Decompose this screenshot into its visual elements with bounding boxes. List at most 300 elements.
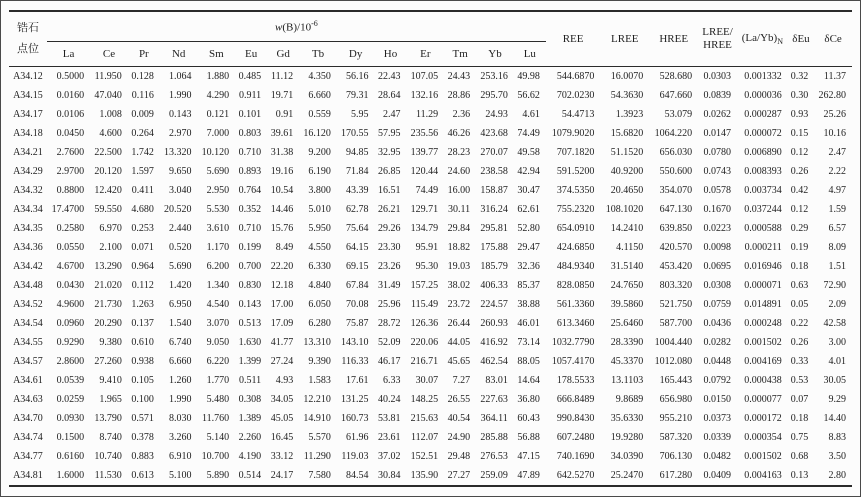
value-cell: 71.84 [345,166,369,177]
value-cell: 47.15 [517,451,540,462]
value-cell: 5.100 [168,470,192,481]
value-cell: 40.24 [378,394,401,405]
table-row [9,276,852,295]
value-cell: 0.26 [790,337,809,348]
value-cell: 16.45 [270,432,294,443]
value-cell: 0.000438 [744,375,782,386]
value-cell: 639.850 [659,223,693,234]
value-cell: 5.140 [206,432,230,443]
value-cell: 94.85 [345,147,369,158]
value-cell: 30.47 [517,185,540,196]
value-cell: 10.16 [823,128,846,139]
value-cell: 158.87 [480,185,508,196]
value-cell: 6.910 [168,451,192,462]
value-cell: 0.001502 [744,337,782,348]
value-cell: 11.37 [823,71,846,82]
value-cell: 6.200 [206,261,230,272]
value-cell: 9.390 [308,356,331,367]
value-cell: 0.116 [131,90,154,101]
value-cell: 29.47 [517,242,540,253]
value-cell: 12.420 [94,185,122,196]
spot-id: A34.48 [13,280,43,291]
value-cell: 0.0409 [703,470,731,481]
value-cell: 0.07 [790,394,809,405]
value-cell: 46.17 [378,356,401,367]
value-cell: 521.750 [659,299,693,310]
value-cell: 0.0960 [56,318,85,329]
value-cell: 13.290 [94,261,122,272]
value-cell: 12.210 [303,394,331,405]
value-cell: 354.070 [659,185,693,196]
value-cell: 3.040 [168,185,192,196]
value-cell: 0.0550 [56,242,85,253]
value-cell: 0.0436 [703,318,731,329]
value-cell: 18.82 [447,242,471,253]
value-cell: 16.0070 [610,71,644,82]
value-cell: 157.25 [410,280,439,291]
value-cell: 56.62 [517,90,540,101]
value-cell: 35.6330 [610,413,644,424]
value-cell: 5.570 [308,432,331,443]
value-cell: 1.59 [828,204,846,215]
value-cell: 0.0303 [703,71,731,82]
value-cell: 40.9200 [610,166,644,177]
value-cell: 34.0390 [610,451,644,462]
value-cell: 5.010 [308,204,331,215]
value-cell: 0.001502 [744,451,782,462]
value-cell: 30.05 [823,375,846,386]
value-cell: 21.730 [94,299,122,310]
value-cell: 0.0308 [703,280,731,291]
value-cell: 0.0930 [56,413,85,424]
value-cell: 8.030 [168,413,192,424]
value-cell: 0.514 [238,470,262,481]
value-cell: 0.0759 [703,299,731,310]
value-cell: 16.51 [378,185,401,196]
value-cell: 45.05 [270,413,294,424]
value-cell: 47.040 [94,90,122,101]
value-cell: 4.680 [131,204,154,215]
value-cell: 11.12 [271,71,294,82]
spot-id: A34.61 [13,375,43,386]
value-cell: 134.79 [410,223,439,234]
value-cell: 1057.4170 [551,356,595,367]
value-cell: 0.1500 [56,432,85,443]
value-cell: 3.260 [168,432,192,443]
value-cell: 3.070 [206,318,230,329]
value-cell: 0.571 [131,413,154,424]
value-cell: 0.710 [238,223,262,234]
value-cell: 74.49 [415,185,439,196]
value-cell: 4.1150 [616,242,644,253]
value-cell: 1.597 [131,166,154,177]
value-cell: 4.840 [308,280,331,291]
value-cell: 170.55 [340,128,369,139]
value-cell: 49.98 [517,71,540,82]
spot-id: A34.77 [13,451,43,462]
value-cell: 0.18 [790,261,809,272]
value-cell: 0.411 [131,185,154,196]
value-cell: 17.4700 [51,204,85,215]
value-cell: 0.105 [131,375,154,386]
value-cell: 30.84 [378,470,401,481]
value-cell: 178.5533 [556,375,595,386]
value-cell: 0.016946 [744,261,782,272]
value-cell: 4.290 [206,90,230,101]
value-cell: 591.5200 [556,166,595,177]
value-cell: 12.18 [270,280,294,291]
value-cell: 0.13 [790,470,809,481]
value-cell: 119.03 [341,451,369,462]
table-row [9,162,852,181]
spot-id: A34.34 [13,204,43,215]
table-row [9,67,852,87]
ree-column-header: REE [562,33,584,45]
value-cell: 0.253 [131,223,154,234]
value-cell: 453.420 [659,261,693,272]
value-cell: 656.980 [659,394,693,405]
table-row [9,409,852,428]
value-cell: 51.1520 [610,147,644,158]
value-cell: 270.07 [480,147,508,158]
value-cell: 7.000 [206,128,230,139]
value-cell: 0.352 [238,204,262,215]
value-cell: 5.530 [206,204,230,215]
element-header-tb: Tb [311,48,325,60]
value-cell: 31.49 [378,280,401,291]
value-cell: 666.8489 [556,394,595,405]
element-header-tm: Tm [452,48,468,60]
value-cell: 0.938 [131,356,154,367]
value-cell: 11.290 [303,451,331,462]
value-cell: 49.58 [517,147,540,158]
value-cell: 32.36 [517,261,540,272]
value-cell: 25.26 [823,109,846,120]
value-cell: 11.760 [201,413,230,424]
value-cell: 62.61 [517,204,540,215]
value-cell: 0.004169 [744,356,782,367]
value-cell: 24.43 [447,71,471,82]
value-cell: 73.14 [517,337,540,348]
value-cell: 29.48 [447,451,471,462]
value-cell: 3.610 [206,223,230,234]
value-cell: 3.00 [828,337,846,348]
value-cell: 39.5860 [610,299,644,310]
value-cell: 0.000071 [744,280,782,291]
value-cell: 185.79 [480,261,508,272]
element-header-la: La [62,48,75,60]
value-cell: 2.260 [238,432,262,443]
value-cell: 2.47 [828,147,846,158]
value-cell: 0.0780 [703,147,731,158]
delta-eu-header: δEu [792,33,810,45]
table-row [9,314,852,333]
value-cell: 112.07 [411,432,439,443]
value-cell: 152.51 [410,451,439,462]
value-cell: 0.0430 [56,280,85,291]
value-cell: 7.27 [452,375,471,386]
value-cell: 0.12 [790,147,809,158]
value-cell: 139.77 [410,147,439,158]
value-cell: 165.443 [659,375,693,386]
value-cell: 131.25 [340,394,369,405]
value-cell: 25.2470 [610,470,644,481]
value-cell: 52.09 [378,337,401,348]
value-cell: 54.3630 [610,90,644,101]
value-cell: 707.1820 [556,147,595,158]
value-cell: 160.73 [340,413,369,424]
value-cell: 6.740 [168,337,192,348]
value-cell: 990.8430 [556,413,595,424]
element-header-yb: Yb [488,48,502,60]
value-cell: 0.764 [238,185,262,196]
value-cell: 43.39 [345,185,369,196]
value-cell: 2.22 [828,166,846,177]
table-row [9,390,852,409]
value-cell: 108.1020 [605,204,644,215]
value-cell: 0.101 [238,109,262,120]
value-cell: 0.93 [790,109,809,120]
value-cell: 9.8689 [615,394,644,405]
value-cell: 0.000072 [744,128,782,139]
value-cell: 0.000588 [744,223,782,234]
value-cell: 17.09 [270,318,294,329]
value-cell: 4.350 [308,71,331,82]
value-cell: 2.950 [206,185,230,196]
value-cell: 148.25 [410,394,439,405]
value-cell: 587.700 [659,318,693,329]
value-cell: 23.30 [378,242,401,253]
value-cell: 2.7600 [56,147,85,158]
value-cell: 42.94 [517,166,540,177]
value-cell: 1.6000 [56,470,85,481]
value-cell: 0.199 [238,242,262,253]
value-cell: 39.61 [270,128,294,139]
spot-id: A34.42 [13,261,43,272]
value-cell: 6.330 [308,261,331,272]
spot-id: A34.32 [13,185,43,196]
value-cell: 0.0282 [703,337,731,348]
value-cell: 37.02 [378,451,401,462]
value-cell: 26.44 [447,318,471,329]
value-cell: 135.90 [410,470,439,481]
value-cell: 1032.7790 [551,337,595,348]
value-cell: 0.91 [275,109,294,120]
value-cell: 0.29 [790,223,809,234]
value-cell: 0.710 [238,147,262,158]
value-cell: 30.07 [415,375,439,386]
value-cell: 27.24 [270,356,294,367]
value-cell: 8.49 [275,242,294,253]
value-cell: 0.004163 [744,470,782,481]
value-cell: 1.389 [238,413,262,424]
value-cell: 8.740 [99,432,122,443]
value-cell: 740.1690 [556,451,595,462]
value-cell: 69.15 [345,261,369,272]
value-cell: 6.950 [168,299,192,310]
value-cell: 5.690 [206,166,230,177]
value-cell: 47.89 [517,470,540,481]
value-cell: 6.970 [99,223,122,234]
value-cell: 420.570 [659,242,693,253]
value-cell: 40.54 [447,413,471,424]
value-cell: 216.71 [410,356,439,367]
value-cell: 4.540 [206,299,230,310]
value-cell: 19.71 [270,90,294,101]
value-cell: 19.9280 [610,432,644,443]
value-cell: 129.71 [410,204,439,215]
value-cell: 3.50 [828,451,846,462]
table-header [9,11,852,67]
spot-id: A34.70 [13,413,43,424]
value-cell: 0.513 [238,318,262,329]
value-cell: 60.43 [517,413,540,424]
value-cell: 1.263 [131,299,154,310]
value-cell: 0.0098 [703,242,731,253]
value-cell: 0.511 [239,375,262,386]
spot-id: A34.18 [13,128,43,139]
value-cell: 26.55 [447,394,471,405]
value-cell: 0.883 [131,451,154,462]
value-cell: 1.990 [168,90,192,101]
element-header-eu: Eu [245,48,258,60]
value-cell: 14.2410 [610,223,644,234]
lree-hree-ratio-header: LREE/ HREE [702,26,733,51]
value-cell: 13.320 [163,147,192,158]
value-cell: 3.800 [308,185,331,196]
value-cell: 4.97 [828,185,846,196]
value-cell: 5.95 [350,109,369,120]
group-header-rest: (B)/10 [282,21,312,34]
value-cell: 45.3370 [610,356,644,367]
value-cell: 2.09 [828,299,846,310]
value-cell: 0.006890 [744,147,782,158]
value-cell: 14.910 [303,413,331,424]
value-cell: 0.8800 [56,185,85,196]
value-cell: 0.0839 [703,90,731,101]
value-cell: 0.911 [239,90,262,101]
spot-id: A34.57 [13,356,43,367]
value-cell: 0.008393 [744,166,782,177]
value-cell: 0.0106 [56,109,85,120]
spot-id: A34.81 [13,470,43,481]
value-cell: 5.480 [206,394,230,405]
value-cell: 0.100 [131,394,154,405]
table-row [9,371,852,390]
spot-id: A34.74 [13,432,43,443]
spot-id: A34.17 [13,109,43,120]
value-cell: 1.399 [238,356,262,367]
value-cell: 0.0373 [703,413,731,424]
value-cell: 0.30 [790,90,809,101]
value-cell: 0.0792 [703,375,731,386]
value-cell: 755.2320 [556,204,595,215]
value-cell: 28.72 [378,318,401,329]
value-cell: 416.92 [480,337,508,348]
value-cell: 1.340 [206,280,230,291]
value-cell: 23.72 [447,299,471,310]
value-cell: 9.29 [828,394,846,405]
value-cell: 0.700 [238,261,262,272]
value-cell: 0.071 [131,242,154,253]
value-cell: 544.6870 [556,71,595,82]
value-cell: 0.0339 [703,432,731,443]
value-cell: 6.660 [168,356,192,367]
value-cell: 116.33 [341,356,369,367]
table-row [9,200,852,219]
spot-header-line2: 点位 [16,43,39,55]
value-cell: 19.16 [270,166,294,177]
value-cell: 1.540 [168,318,192,329]
table-row [9,124,852,143]
value-cell: 220.06 [410,337,439,348]
value-cell: 53.079 [664,109,693,120]
spot-id: A34.36 [13,242,43,253]
value-cell: 4.550 [308,242,331,253]
value-cell: 0.0259 [56,394,85,405]
spot-id: A34.15 [13,90,43,101]
table-row [9,105,852,124]
value-cell: 2.440 [168,223,192,234]
value-cell: 13.1103 [611,375,644,386]
value-cell: 79.31 [345,90,369,101]
value-cell: 4.01 [828,356,846,367]
value-cell: 0.000172 [744,413,782,424]
value-cell: 0.0743 [703,166,731,177]
value-cell: 0.893 [238,166,262,177]
value-cell: 24.17 [270,470,294,481]
value-cell: 253.16 [480,71,508,82]
spot-header-line1: 锆石 [16,22,39,34]
value-cell: 1.965 [99,394,122,405]
value-cell: 424.6850 [556,242,595,253]
value-cell: 36.80 [517,394,540,405]
value-cell: 607.2480 [556,432,595,443]
value-cell: 0.2580 [56,223,85,234]
value-cell: 0.000287 [744,109,782,120]
value-cell: 262.80 [818,90,846,101]
value-cell: 238.58 [480,166,508,177]
value-cell: 25.6460 [610,318,644,329]
spot-id: A34.63 [13,394,43,405]
value-cell: 0.68 [790,451,809,462]
value-cell: 6.57 [828,223,846,234]
value-cell: 295.81 [480,223,508,234]
value-cell: 53.81 [378,413,401,424]
value-cell: 0.137 [131,318,154,329]
table-row [9,257,852,276]
value-cell: 4.9600 [56,299,85,310]
value-cell: 120.44 [410,166,439,177]
value-cell: 0.0448 [703,356,731,367]
value-cell: 24.60 [447,166,471,177]
value-cell: 20.4650 [610,185,644,196]
value-cell: 0.1670 [703,204,731,215]
value-cell: 0.000354 [744,432,782,443]
table-row [9,466,852,486]
value-cell: 0.0695 [703,261,731,272]
value-cell: 364.11 [480,413,508,424]
value-cell: 9.050 [206,337,230,348]
value-cell: 30.11 [448,204,471,215]
value-cell: 14.40 [823,413,846,424]
value-cell: 2.80 [828,470,846,481]
value-cell: 31.38 [270,147,294,158]
value-cell: 26.85 [378,166,401,177]
value-cell: 5.690 [168,261,192,272]
spot-id: A34.12 [13,71,43,82]
value-cell: 10.740 [94,451,122,462]
